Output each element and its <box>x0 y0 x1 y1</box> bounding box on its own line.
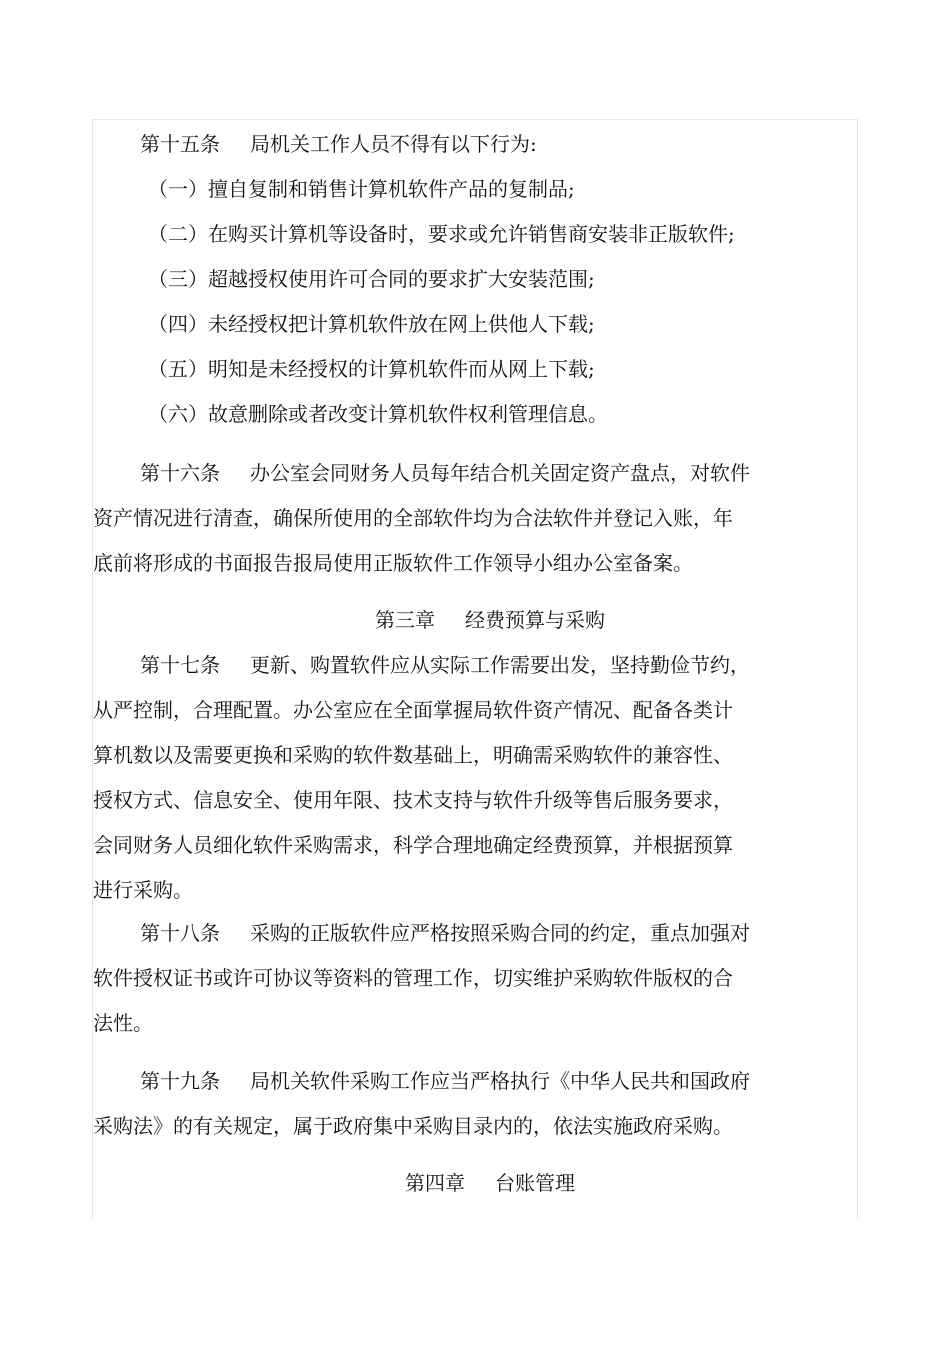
article-15-heading <box>0 129 950 159</box>
article-17-line: 算机数以及需要更换和采购的软件数基础上，明确需采购软件的兼容性、 <box>93 743 733 767</box>
article-19-line: 采购法》的有关规定，属于政府集中采购目录内的，依法实施政府采购。 <box>93 1114 733 1138</box>
article-16-line: 底前将形成的书面报告报局使用正版软件工作领导小组办公室备案。 <box>93 551 693 575</box>
list-item: （五）明知是未经授权的计算机软件而从网上下载; <box>148 357 595 381</box>
list-item: （六）故意删除或者改变计算机软件权利管理信息。 <box>148 402 608 426</box>
article-16-line <box>0 458 950 488</box>
chapter-3-heading <box>0 605 950 635</box>
article-17-line <box>0 650 950 680</box>
list-item: （四）未经授权把计算机软件放在网上供他人下载; <box>148 312 595 336</box>
chapter-number: 第三章 <box>375 608 435 632</box>
list-item: （二）在购买计算机等设备时，要求或允许销售商安装非正版软件; <box>148 222 735 246</box>
article-label: 第十五条 <box>140 132 220 156</box>
article-label: 第十六条 <box>140 461 220 485</box>
article-16-line: 资产情况进行清查，确保所使用的全部软件均为合法软件并登记入账，年 <box>93 506 733 530</box>
chapter-title: 经费预算与采购 <box>465 608 605 632</box>
list-item: （三）超越授权使用许可合同的要求扩大安装范围; <box>148 267 595 291</box>
article-17-line: 授权方式、信息安全、使用年限、技术支持与软件升级等售后服务要求， <box>93 788 733 812</box>
article-17-line: 会同财务人员细化软件采购需求，科学合理地确定经费预算，并根据预算 <box>93 833 733 857</box>
article-18-line: 软件授权证书或许可协议等资料的管理工作，切实维护采购软件版权的合 <box>93 966 733 990</box>
article-label: 第十九条 <box>140 1069 220 1093</box>
article-text: 办公室会同财务人员每年结合机关固定资产盘点，对软件 <box>250 461 750 485</box>
article-text: 局机关工作人员不得有以下行为: <box>250 132 537 156</box>
article-18-line <box>0 918 950 948</box>
article-17-line: 进行采购。 <box>93 878 193 902</box>
chapter-title: 台账管理 <box>495 1171 575 1195</box>
article-label: 第十八条 <box>140 921 220 945</box>
article-text: 更新、购置软件应从实际工作需要出发，坚持勤俭节约， <box>250 653 750 677</box>
article-text: 采购的正版软件应严格按照采购合同的约定，重点加强对 <box>250 921 750 945</box>
article-19-line <box>0 1066 950 1096</box>
chapter-number: 第四章 <box>405 1171 465 1195</box>
list-item: （一）擅自复制和销售计算机软件产品的复制品; <box>148 177 575 201</box>
article-18-line: 法性。 <box>93 1011 153 1035</box>
article-17-line: 从严控制，合理配置。办公室应在全面掌握局软件资产情况、配备各类计 <box>93 698 733 722</box>
chapter-4-heading <box>0 1168 950 1198</box>
article-text: 局机关软件采购工作应当严格执行《中华人民共和国政府 <box>250 1069 750 1093</box>
article-label: 第十七条 <box>140 653 220 677</box>
